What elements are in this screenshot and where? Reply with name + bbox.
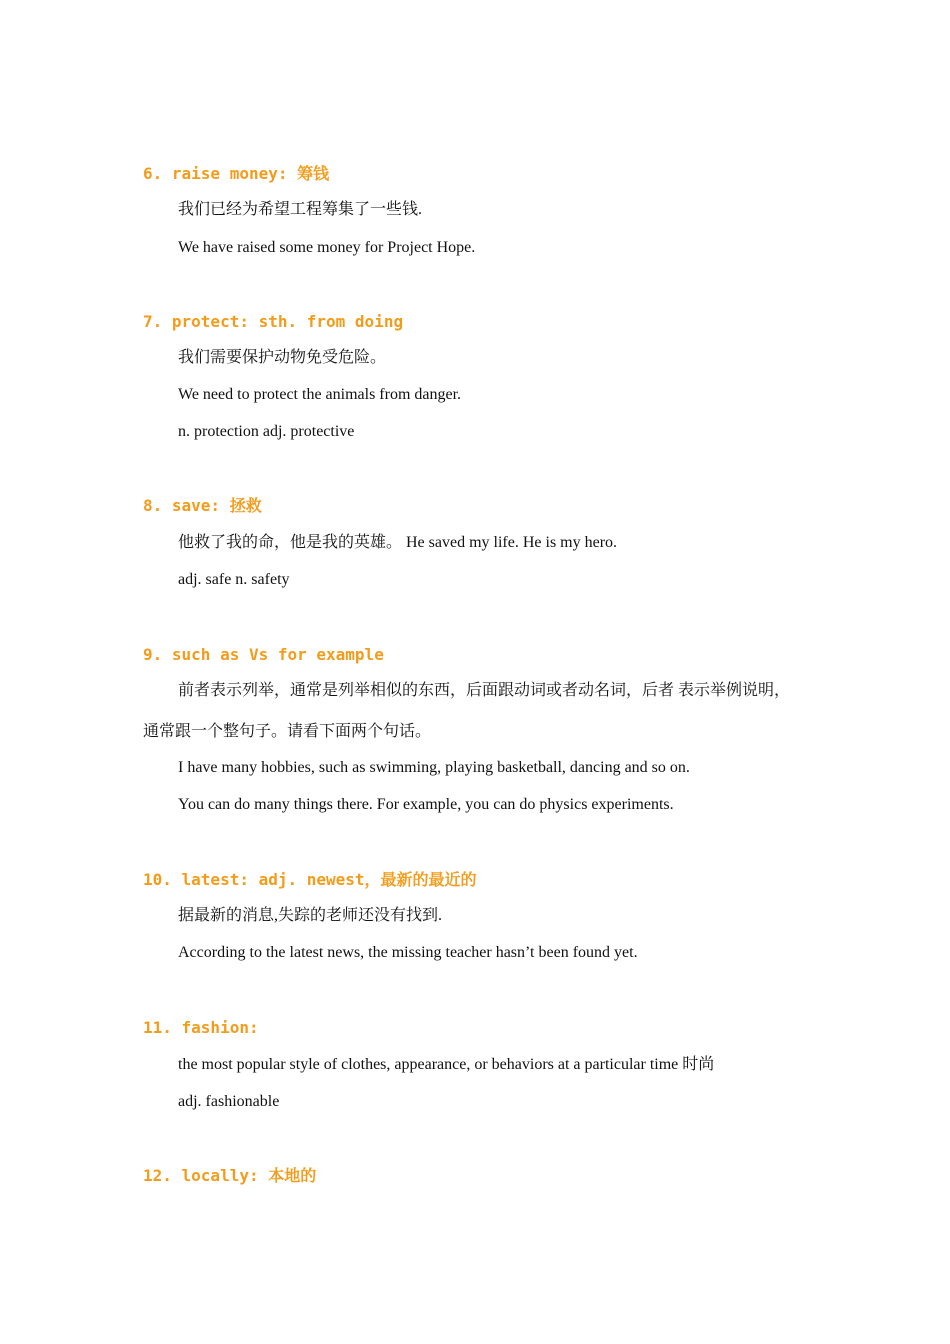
- example-chinese: 我们需要保护动物免受危险。: [178, 349, 387, 366]
- section-heading-8: 8. save: 拯救: [143, 496, 262, 515]
- definition: the most popular style of clothes, appearance, or behaviors at a particular time 时尚: [178, 1056, 715, 1073]
- word-forms: adj. safe n. safety: [178, 571, 290, 588]
- example-english: According to the latest news, the missing teacher hasn’t been found yet.: [178, 944, 638, 961]
- example-such-as: I have many hobbies, such as swimming, playing basketball, dancing and so on.: [178, 759, 690, 776]
- example-english: We have raised some money for Project Hope.: [178, 239, 476, 256]
- explanation-line-1: 前者表示列举，通常是列举相似的东西，后面跟动词或者动名词，后者 表示举例说明，: [178, 682, 791, 699]
- section-heading-11: 11. fashion:: [143, 1018, 259, 1037]
- section-heading-12: 12. locally: 本地的: [143, 1166, 317, 1185]
- example-chinese: 我们已经为希望工程筹集了一些钱.: [178, 201, 423, 218]
- explanation-line-2: 通常跟一个整句子。请看下面两个句话。: [143, 723, 432, 740]
- section-heading-10: 10. latest: adj. newest，最新的最近的: [143, 870, 477, 889]
- section-heading-6: 6. raise money: 筹钱: [143, 164, 330, 183]
- example-for-example: You can do many things there. For example, you can do physics experiments.: [178, 796, 674, 813]
- example-english: We need to protect the animals from danger.: [178, 386, 462, 403]
- section-heading-7: 7. protect: sth. from doing: [143, 312, 404, 331]
- example-chinese: 据最新的消息,失踪的老师还没有找到.: [178, 907, 443, 924]
- word-forms: adj. fashionable: [178, 1093, 280, 1110]
- section-heading-9: 9. such as Vs for example: [143, 645, 384, 664]
- example-bilingual: 他救了我的命，他是我的英雄。 He saved my life. He is my hero.: [178, 534, 618, 551]
- word-forms: n. protection adj. protective: [178, 423, 355, 440]
